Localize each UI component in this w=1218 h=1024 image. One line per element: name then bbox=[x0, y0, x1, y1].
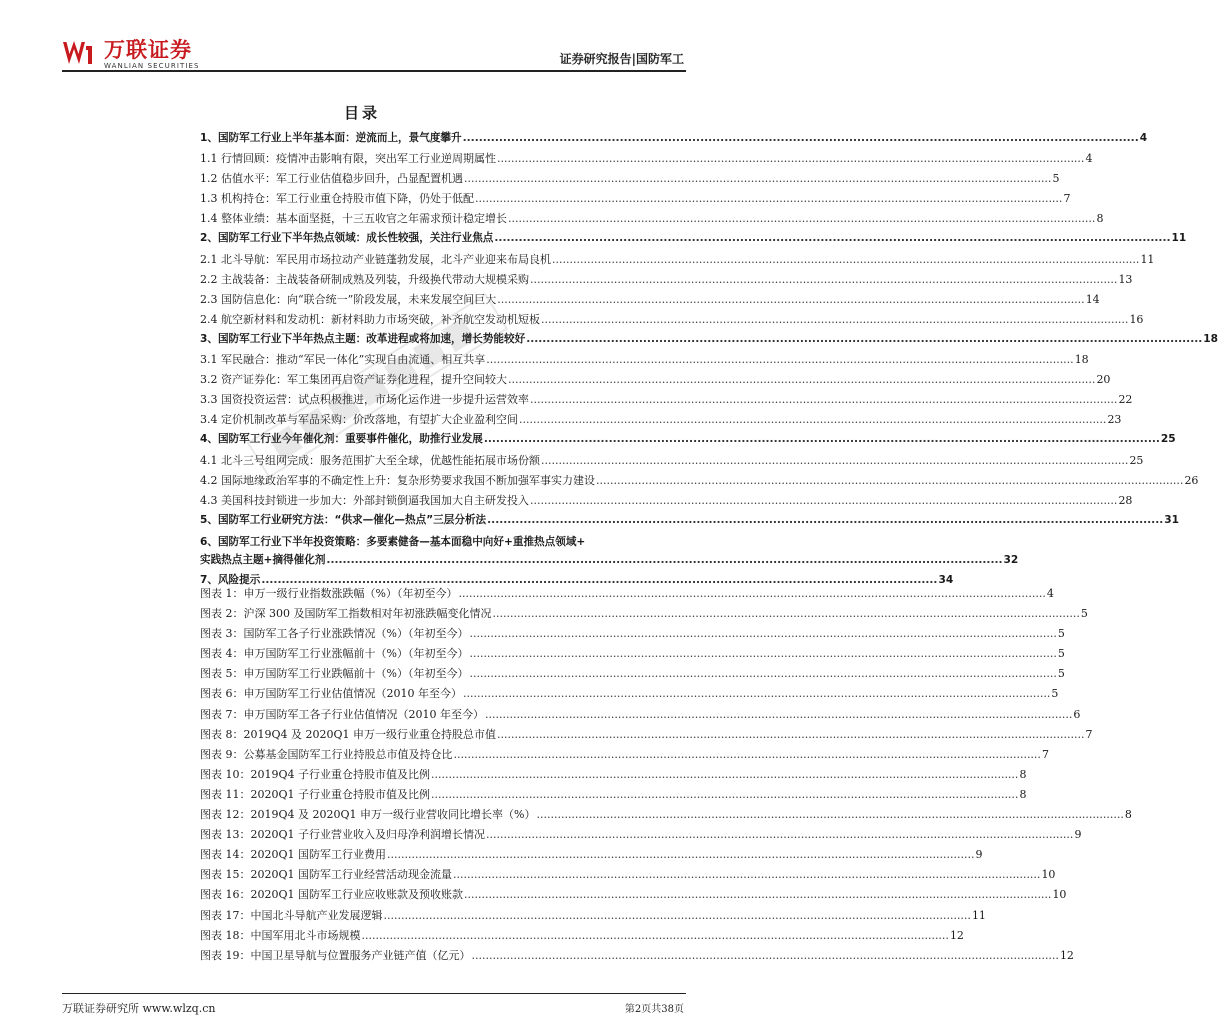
leader-dots bbox=[463, 132, 1139, 144]
toc-subsection-entry-text: 1.3 机构持仓：军工行业重仓持股市值下降，仍处于低配 bbox=[200, 192, 474, 206]
leader-dots bbox=[485, 708, 1072, 721]
leader-dots bbox=[454, 748, 1041, 761]
leader-dots bbox=[497, 152, 1084, 165]
leader-dots bbox=[384, 909, 971, 922]
leader-dots bbox=[530, 273, 1117, 286]
toc-subsection-entry-page: 23 bbox=[1107, 413, 1122, 427]
figure-list-entry-page: 10 bbox=[1041, 868, 1056, 882]
leader-dots bbox=[326, 554, 1002, 566]
figure-list-entry[interactable] bbox=[200, 806, 1132, 826]
toc-subsection-entry-page: 14 bbox=[1085, 292, 1100, 306]
figure-list-entry-text: 图表 17：中国北斗导航产业发展逻辑 bbox=[200, 908, 383, 922]
toc-subsection-entry-text: 2.4 航空新材料和发动机：新材料助力市场突破，补齐航空发动机短板 bbox=[200, 312, 540, 326]
logo-english-name: WANLIAN SECURITIES bbox=[104, 62, 200, 70]
figure-list-entry[interactable] bbox=[200, 846, 983, 866]
toc-subsection-entry-page: 11 bbox=[1140, 252, 1155, 266]
footer-source: 万联证券研究所 www.wlzq.cn bbox=[62, 1002, 216, 1015]
toc-subsection-entry[interactable] bbox=[200, 411, 1122, 431]
leader-dots bbox=[431, 768, 1018, 781]
toc-subsection-entry[interactable] bbox=[200, 291, 1100, 311]
leader-dots bbox=[530, 393, 1117, 406]
toc-subsection-entry-page: 7 bbox=[1063, 192, 1071, 206]
figure-list-entry-page: 12 bbox=[1059, 948, 1074, 962]
figure-list-entry-text: 图表 19：中国卫星导航与位置服务产业链产值（亿元） bbox=[200, 948, 471, 962]
figure-list-entry-text: 图表 5：申万国防军工行业跌幅前十（%）（年初至今） bbox=[200, 667, 469, 681]
toc-section-entry-text: 7、风险提示 bbox=[200, 573, 261, 586]
figure-list-entry-page: 8 bbox=[1124, 808, 1132, 822]
page-header bbox=[0, 0, 724, 72]
toc-section-entry-page: 34 bbox=[938, 573, 954, 586]
toc-section-entry-page: 18 bbox=[1203, 332, 1218, 345]
figure-list-entry[interactable] bbox=[200, 625, 1065, 645]
toc-subsection-entry-page: 8 bbox=[1096, 212, 1104, 226]
figure-list-entry-text: 图表 16：2020Q1 国防军工行业应收账款及预收账款 bbox=[200, 888, 463, 902]
figure-list-entry[interactable] bbox=[200, 605, 1088, 625]
leader-dots bbox=[536, 808, 1123, 821]
toc-subsection-entry-text: 3.1 军民融合：推动“军民一体化”实现自由流通、相互共享 bbox=[200, 353, 486, 367]
leader-dots bbox=[475, 192, 1062, 205]
leader-dots bbox=[508, 212, 1095, 225]
figure-list-entry[interactable] bbox=[200, 746, 1049, 766]
toc-subsection-entry-page: 26 bbox=[1184, 473, 1199, 487]
leader-dots bbox=[486, 353, 1073, 366]
figure-list-entry-page: 7 bbox=[1041, 747, 1049, 761]
figure-list-entry-text: 图表 15：2020Q1 国防军工行业经营活动现金流量 bbox=[200, 868, 452, 882]
toc-subsection-entry-text: 2.1 北斗导航：军民用市场拉动产业链蓬勃发展，北斗产业迎来布局良机 bbox=[200, 252, 551, 266]
leader-dots bbox=[530, 494, 1117, 507]
toc-subsection-entry-text: 1.1 行情回顾：疫情冲击影响有限，突出军工行业逆周期属性 bbox=[200, 152, 496, 166]
toc-subsection-entry-text: 2.2 主战装备：主战装备研制成熟及列装，升级换代带动大规模采购 bbox=[200, 272, 529, 286]
toc-section-entry[interactable] bbox=[200, 230, 1187, 250]
leader-dots bbox=[487, 514, 1163, 526]
toc-subsection-entry[interactable] bbox=[200, 351, 1089, 371]
leader-dots bbox=[469, 667, 1056, 680]
figure-list-entry-text: 图表 10：2019Q4 子行业重仓持股市值及比例 bbox=[200, 767, 430, 781]
toc-section-entry-line2[interactable] bbox=[200, 552, 1019, 572]
toc-subsection-entry[interactable] bbox=[200, 251, 1155, 271]
figure-list-entry-text: 图表 1：申万一级行业指数涨跌幅（%）（年初至今） bbox=[200, 587, 458, 600]
toc-subsection-entry[interactable] bbox=[200, 190, 1071, 210]
figure-list-entry-page: 6 bbox=[1073, 707, 1081, 721]
figure-list-entry-page: 10 bbox=[1052, 888, 1067, 902]
figure-list-entry-page: 5 bbox=[1080, 607, 1088, 621]
figure-list-entry-text: 图表 7：申万国防军工各子行业估值情况（2010 年至今） bbox=[200, 707, 484, 721]
leader-dots bbox=[362, 929, 949, 942]
logo-chinese-name: 万联证券 bbox=[104, 38, 192, 62]
leader-dots bbox=[472, 949, 1059, 962]
leader-dots bbox=[469, 627, 1056, 640]
figure-list-entry[interactable] bbox=[200, 766, 1027, 786]
toc-subsection-entry[interactable] bbox=[200, 371, 1111, 391]
figure-list-entry-page: 7 bbox=[1085, 727, 1093, 741]
leader-dots bbox=[526, 333, 1202, 345]
toc-subsection-entry-text: 1.4 整体业绩：基本面坚挺，十三五收官之年需求预计稳定增长 bbox=[200, 212, 507, 226]
toc-subsection-entry-text: 3.3 国资投资运营：试点积极推进，市场化运作进一步提升运营效率 bbox=[200, 393, 529, 407]
toc-subsection-entry-page: 16 bbox=[1129, 312, 1144, 326]
toc-subsection-entry[interactable] bbox=[200, 271, 1133, 291]
figure-list-entry-page: 4 bbox=[1046, 587, 1054, 600]
leader-dots bbox=[492, 607, 1079, 620]
figure-list-entry[interactable] bbox=[200, 907, 986, 927]
figure-list-entry-text: 图表 14：2020Q1 国防军工行业费用 bbox=[200, 848, 387, 862]
toc-subsection-entry-text: 2.3 国防信息化：向“联合统一”阶段发展，未来发展空间巨大 bbox=[200, 292, 497, 306]
toc-section-entry-page: 25 bbox=[1160, 433, 1176, 446]
toc-section-entry-page: 31 bbox=[1164, 513, 1179, 526]
toc-section-entry-line2-page: 32 bbox=[1003, 553, 1019, 566]
footer-divider bbox=[62, 993, 686, 994]
leader-dots bbox=[387, 848, 974, 861]
figure-list-entry[interactable] bbox=[200, 706, 1081, 726]
leader-dots bbox=[497, 293, 1084, 306]
figure-list-entry-page: 8 bbox=[1019, 787, 1027, 801]
leader-dots bbox=[497, 728, 1084, 741]
figure-list-entry-text: 图表 9：公募基金国防军工行业持股总市值及持仓比 bbox=[200, 747, 453, 761]
toc-section-entry-text: 4、国防军工行业今年催化剂：重要事件催化，助推行业发展 bbox=[200, 433, 483, 446]
figure-list-entry-text: 图表 8：2019Q4 及 2020Q1 申万一级行业重仓持股总市值 bbox=[200, 727, 497, 741]
toc-section-entry[interactable] bbox=[200, 130, 1148, 150]
figure-list-entry[interactable] bbox=[200, 947, 1074, 967]
toc-subsection-entry[interactable] bbox=[200, 150, 1093, 170]
toc-section-entry[interactable] bbox=[200, 331, 1218, 351]
figure-list bbox=[200, 585, 1132, 967]
figure-list-entry-page: 9 bbox=[975, 848, 983, 862]
toc-subsection-entry[interactable] bbox=[200, 452, 1144, 472]
toc-section-entry-text: 5、国防军工行业研究方法：“供求—催化—热点”三层分析法 bbox=[200, 513, 487, 526]
toc-subsection-entry[interactable] bbox=[200, 492, 1133, 512]
toc-section-entry-text: 3、国防军工行业下半年热点主题：改革进程或将加速，增长势能较好 bbox=[200, 332, 526, 345]
leader-dots bbox=[508, 373, 1095, 386]
toc-subsection-entry-text: 3.2 资产证券化：军工集团再启资产证券化进程，提升空间较大 bbox=[200, 373, 507, 387]
figure-list-entry[interactable] bbox=[200, 786, 1027, 806]
toc-subsection-entry-page: 25 bbox=[1129, 453, 1144, 467]
figure-list-entry[interactable] bbox=[200, 826, 1082, 846]
figure-list-entry[interactable] bbox=[200, 927, 964, 947]
toc-subsection-entry[interactable] bbox=[200, 391, 1133, 411]
figure-list-entry-text: 图表 6：申万国防军工行业估值情况（2010 年至今） bbox=[200, 687, 462, 701]
figure-list-entry-text: 图表 18：中国军用北斗市场规模 bbox=[200, 928, 361, 942]
figure-list-entry-text: 图表 4：申万国防军工行业涨幅前十（%）（年初至今） bbox=[200, 647, 469, 661]
figure-list-entry[interactable] bbox=[200, 645, 1065, 665]
company-logo bbox=[62, 40, 200, 70]
table-of-contents bbox=[200, 130, 1218, 592]
toc-section-entry-page: 11 bbox=[1171, 232, 1187, 245]
toc-subsection-entry-page: 13 bbox=[1118, 272, 1133, 286]
leader-dots bbox=[469, 647, 1056, 660]
toc-subsection-entry-page: 28 bbox=[1118, 493, 1133, 507]
figure-list-entry[interactable] bbox=[200, 726, 1093, 746]
toc-title: 目录 bbox=[343, 104, 380, 122]
leader-dots bbox=[464, 888, 1051, 901]
toc-section-entry-text: 1、国防军工行业上半年基本面：逆流而上，景气度攀升 bbox=[200, 132, 462, 144]
header-divider bbox=[62, 70, 686, 72]
toc-subsection-entry[interactable] bbox=[200, 170, 1060, 190]
leader-dots bbox=[552, 253, 1139, 266]
leader-dots bbox=[464, 172, 1051, 185]
figure-list-entry[interactable] bbox=[200, 886, 1067, 906]
leader-dots bbox=[486, 828, 1073, 841]
toc-section-entry-line1[interactable]: 6、国防军工行业下半年投资策略：多要素健备—基本面稳中向好+重推热点领域+ bbox=[200, 535, 586, 548]
toc-subsection-entry-page: 18 bbox=[1074, 353, 1089, 367]
toc-subsection-entry-text: 3.4 定价机制改革与军品采购：价改落地，有望扩大企业盈利空间 bbox=[200, 413, 518, 427]
toc-subsection-entry-page: 20 bbox=[1096, 373, 1111, 387]
wanlian-logo-icon bbox=[62, 40, 98, 66]
figure-list-entry-text: 图表 12：2019Q4 及 2020Q1 申万一级行业营收同比增长率（%） bbox=[200, 808, 536, 822]
figure-list-entry[interactable] bbox=[200, 665, 1065, 685]
figure-list-entry[interactable] bbox=[200, 585, 1054, 605]
leader-dots bbox=[541, 313, 1128, 326]
toc-subsection-entry-text: 4.1 北斗三号组网完成：服务范围扩大至全球，优越性能拓展市场份额 bbox=[200, 453, 540, 467]
toc-subsection-entry-page: 22 bbox=[1118, 393, 1133, 407]
figure-list-entry-page: 5 bbox=[1057, 647, 1065, 661]
toc-section-entry-page: 4 bbox=[1139, 132, 1148, 144]
figure-list-entry-text: 图表 13：2020Q1 子行业营业收入及归母净利润增长情况 bbox=[200, 828, 485, 842]
figure-list-entry-page: 12 bbox=[949, 928, 964, 942]
toc-subsection-entry-text: 4.2 国际地缘政治军事的不确定性上升：复杂形势要求我国不断加强军事实力建设 bbox=[200, 473, 595, 487]
toc-subsection-entry-page: 5 bbox=[1052, 172, 1060, 186]
figure-list-entry-page: 5 bbox=[1057, 627, 1065, 641]
report-type-label: 证券研究报告|国防军工 bbox=[559, 52, 684, 66]
toc-subsection-entry-text: 1.2 估值水平：军工行业估值稳步回升，凸显配置机遇 bbox=[200, 172, 463, 186]
figure-list-entry-page: 5 bbox=[1051, 687, 1059, 701]
toc-subsection-entry-text: 4.3 美国科技封锁进一步加大：外部封锁倒逼我国加大自主研发投入 bbox=[200, 493, 529, 507]
toc-subsection-entry[interactable] bbox=[200, 472, 1199, 492]
figure-list-entry-page: 11 bbox=[971, 908, 986, 922]
figure-list-entry-page: 9 bbox=[1074, 828, 1082, 842]
leader-dots bbox=[519, 413, 1106, 426]
leader-dots bbox=[494, 232, 1170, 244]
leader-dots bbox=[484, 433, 1160, 445]
figure-list-entry-text: 图表 3：国防军工各子行业涨跌情况（%）（年初至今） bbox=[200, 627, 469, 641]
leader-dots bbox=[431, 788, 1018, 801]
toc-section-entry-text: 2、国防军工行业下半年热点领域：成长性较强，关注行业焦点 bbox=[200, 232, 494, 245]
leader-dots bbox=[453, 868, 1040, 881]
leader-dots bbox=[458, 587, 1045, 600]
leader-dots bbox=[541, 454, 1128, 467]
leader-dots bbox=[596, 474, 1183, 487]
toc-section-entry[interactable] bbox=[200, 431, 1176, 451]
figure-list-entry[interactable] bbox=[200, 866, 1056, 886]
toc-subsection-entry[interactable] bbox=[200, 210, 1104, 230]
figure-list-entry-text: 图表 2：沪深 300 及国防军工指数相对年初涨跌幅变化情况 bbox=[200, 607, 492, 621]
toc-section-entry[interactable] bbox=[200, 512, 1179, 532]
page-number: 第2页共38页 bbox=[624, 1004, 684, 1015]
toc-section-entry-line2-text: 实践热点主题+摘得催化剂 bbox=[200, 553, 326, 566]
figure-list-entry-page: 8 bbox=[1019, 767, 1027, 781]
toc-subsection-entry-page: 4 bbox=[1085, 152, 1093, 166]
figure-list-entry[interactable] bbox=[200, 685, 1059, 705]
leader-dots bbox=[463, 687, 1050, 700]
toc-subsection-entry[interactable] bbox=[200, 311, 1144, 331]
figure-list-entry-text: 图表 11：2020Q1 子行业重仓持股市值及比例 bbox=[200, 787, 430, 801]
figure-list-entry-page: 5 bbox=[1057, 667, 1065, 681]
